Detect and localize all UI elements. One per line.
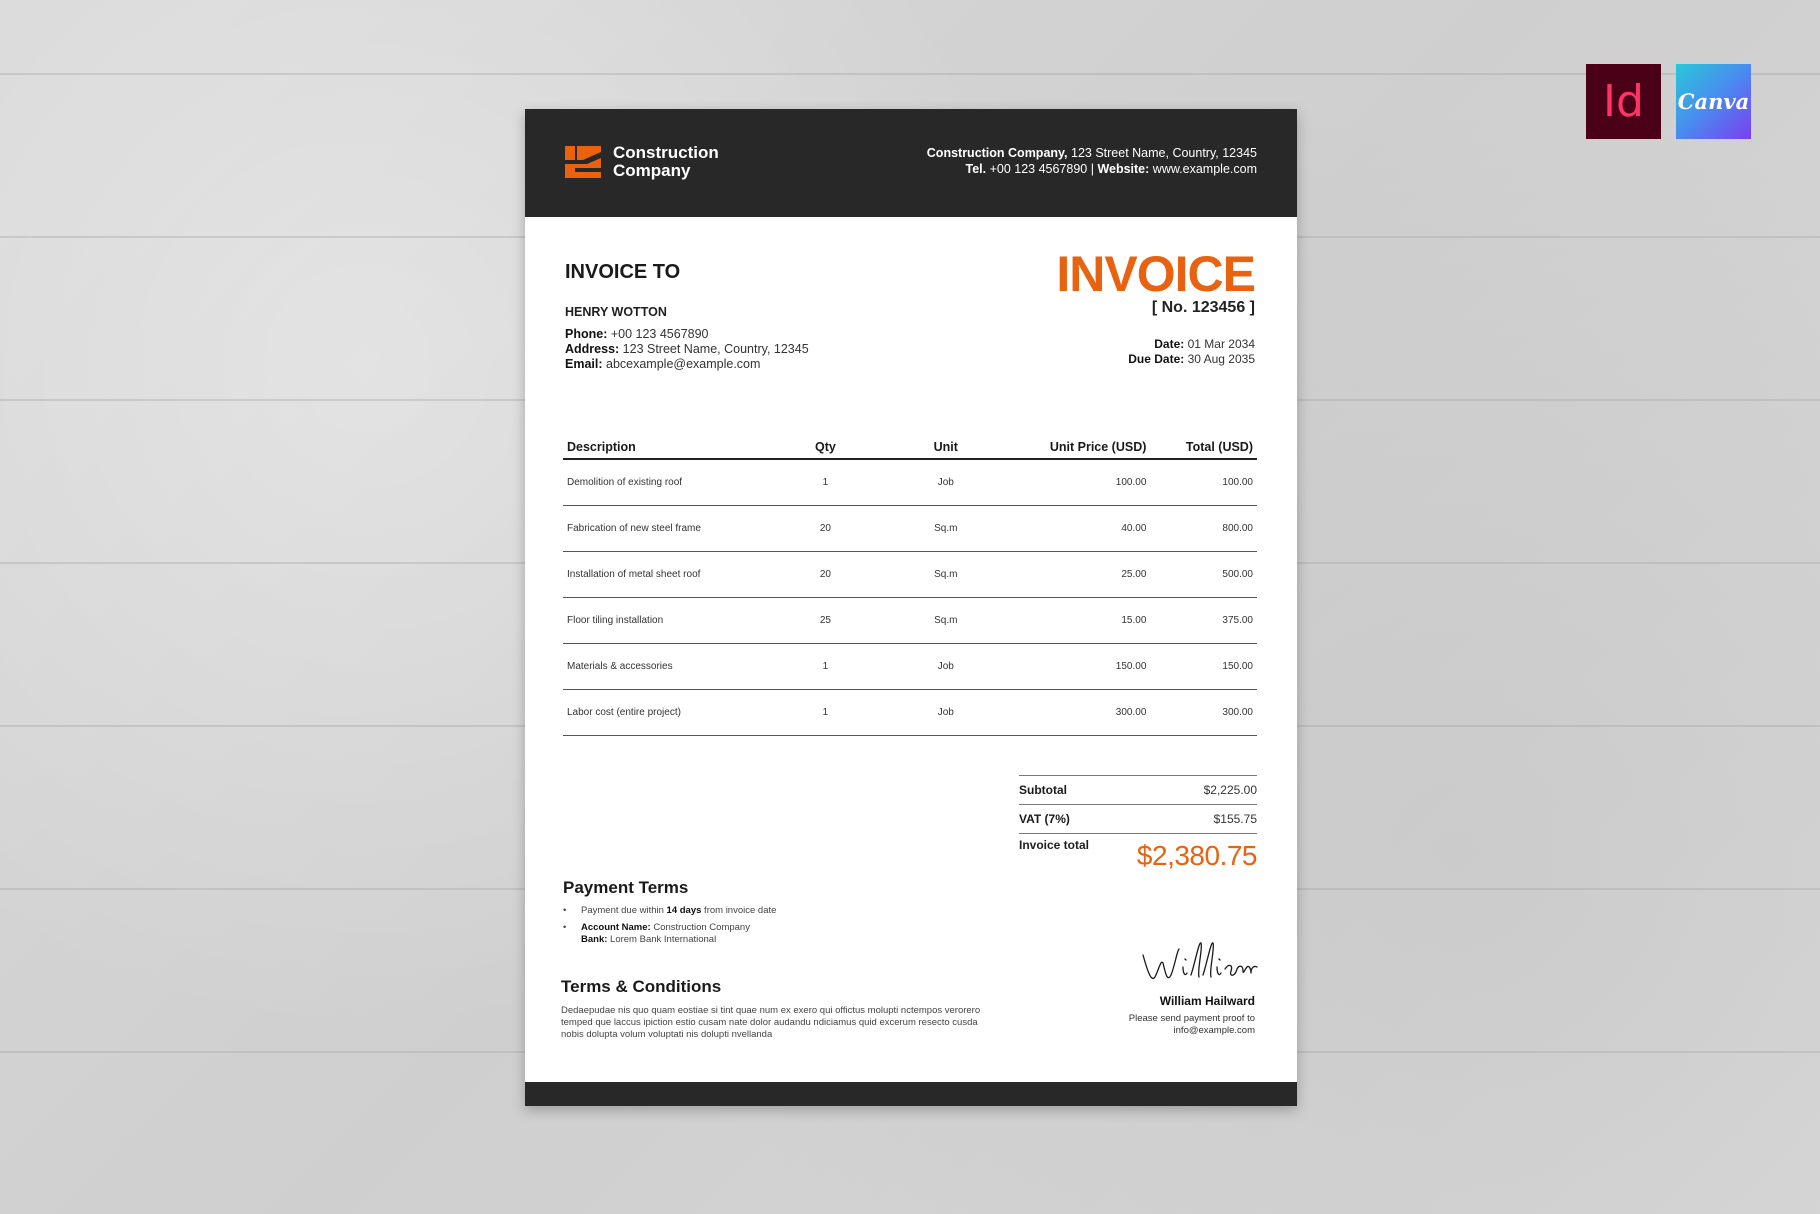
- cell-description: Demolition of existing roof: [563, 459, 788, 506]
- table-row: [563, 459, 1257, 506]
- cell-qty: 1: [788, 644, 862, 690]
- cell-unit: Job: [863, 690, 1030, 736]
- totals-block: [1019, 775, 1257, 878]
- due-date-label: Due Date:: [1128, 352, 1185, 366]
- subtotal-row: [1019, 775, 1257, 804]
- date-label: Date:: [1154, 337, 1185, 351]
- client-name: HENRY WOTTON: [565, 305, 667, 319]
- cell-unit-price: 100.00: [1029, 459, 1150, 506]
- cell-unit: Job: [863, 459, 1030, 506]
- list-item: [563, 905, 963, 917]
- table-row: [563, 552, 1257, 598]
- header-total: Total (USD): [1150, 430, 1257, 459]
- invoice-to-title: INVOICE TO: [565, 261, 681, 283]
- table-header-row: [563, 430, 1257, 459]
- account-name-label: Account Name:: [581, 922, 651, 933]
- client-phone: +00 123 4567890: [607, 327, 709, 341]
- invoice-date: 01 Mar 2034: [1184, 337, 1255, 351]
- cell-total: 800.00: [1150, 506, 1257, 552]
- cell-unit-price: 25.00: [1029, 552, 1150, 598]
- cell-description: Installation of metal sheet roof: [563, 552, 788, 598]
- cell-unit-price: 300.00: [1029, 690, 1150, 736]
- invoice-title: INVOICE: [1056, 246, 1255, 302]
- list-item: [563, 922, 963, 946]
- vat-label: VAT (7%): [1019, 812, 1070, 826]
- bank-name: Lorem Bank International: [607, 934, 717, 945]
- due-date: 30 Aug 2035: [1184, 352, 1255, 366]
- website-label: Website:: [1097, 162, 1150, 176]
- cell-total: 100.00: [1150, 459, 1257, 506]
- invoice-number: [ No. 123456 ]: [1151, 299, 1255, 316]
- cell-total: 300.00: [1150, 690, 1257, 736]
- cell-qty: 20: [788, 552, 862, 598]
- header-qty: Qty: [788, 430, 862, 459]
- indesign-badge-icon: [1586, 64, 1661, 139]
- cell-qty: 20: [788, 506, 862, 552]
- cell-unit-price: 40.00: [1029, 506, 1150, 552]
- header-unit-price: Unit Price (USD): [1029, 430, 1150, 459]
- cell-unit: Sq.m: [863, 552, 1030, 598]
- subtotal-value: $2,225.00: [1203, 783, 1257, 797]
- bank-label: Bank:: [581, 934, 608, 945]
- logo-line-1: Construction: [613, 143, 719, 162]
- cell-total: 375.00: [1150, 598, 1257, 644]
- payment-due-prefix: Payment due within: [581, 905, 667, 916]
- cell-qty: 1: [788, 459, 862, 506]
- payment-due-days: 14 days: [666, 905, 702, 916]
- table-row: [563, 598, 1257, 644]
- header-unit: Unit: [863, 430, 1030, 459]
- tel-label: Tel.: [965, 162, 987, 176]
- cell-unit-price: 15.00: [1029, 598, 1150, 644]
- subtotal-label: Subtotal: [1019, 783, 1067, 797]
- cell-total: 150.00: [1150, 644, 1257, 690]
- payment-terms-title: Payment Terms: [563, 878, 689, 897]
- company-name: Construction Company,: [926, 146, 1068, 160]
- cell-unit: Sq.m: [863, 506, 1030, 552]
- footer-bar: [525, 1082, 1297, 1106]
- vat-value: $155.75: [1213, 812, 1257, 826]
- indesign-badge-label: Id: [1603, 76, 1644, 127]
- invoice-dates: [1128, 337, 1255, 367]
- payment-due-suffix: from invoice date: [701, 905, 777, 916]
- account-name: Construction Company: [650, 922, 750, 933]
- client-email: abcexample@example.com: [602, 357, 761, 371]
- terms-title: Terms & Conditions: [561, 977, 722, 996]
- payment-terms-list: [563, 905, 963, 951]
- canva-badge-label: Canva: [1677, 89, 1750, 114]
- website-value: www.example.com: [1149, 162, 1257, 176]
- invoice-total-value: $2,380.75: [1136, 840, 1257, 871]
- invoice-total-row: [1019, 833, 1257, 878]
- table-row: [563, 690, 1257, 736]
- cell-total: 500.00: [1150, 552, 1257, 598]
- header-bar: [525, 109, 1297, 217]
- cell-description: Labor cost (entire project): [563, 690, 788, 736]
- invoice-total-label: Invoice total: [1019, 838, 1090, 852]
- cell-unit-price: 150.00: [1029, 644, 1150, 690]
- signature-image: [1139, 933, 1259, 993]
- signer-name: William Hailward: [1159, 994, 1255, 1008]
- items-table: [563, 430, 1257, 736]
- invoice-sheet: [525, 109, 1297, 1106]
- client-phone-label: Phone:: [565, 327, 608, 341]
- canva-badge-icon: [1676, 64, 1751, 139]
- cell-qty: 25: [788, 598, 862, 644]
- client-address-label: Address:: [565, 342, 620, 356]
- terms-text: Dedaepudae nis quo quam eostiae si tint quae num ex exero qui offictus molupti nctempos verorero temped que laccus ipiction estio cusam nate dolor audandu ndiciamus quid excerum resecto cusda nobis dolupta volum voluptati nis dolupti nvellanda: [561, 1005, 981, 1040]
- client-info: [565, 327, 809, 372]
- cell-unit: Sq.m: [863, 598, 1030, 644]
- vat-row: [1019, 804, 1257, 833]
- tel-value: +00 123 4567890 |: [986, 162, 1098, 176]
- cell-qty: 1: [788, 690, 862, 736]
- company-logo-text: [613, 144, 719, 180]
- cell-description: Floor tiling installation: [563, 598, 788, 644]
- signer-note: Please send payment proof to info@example.com: [1128, 1013, 1255, 1036]
- cell-description: Materials & accessories: [563, 644, 788, 690]
- cell-description: Fabrication of new steel frame: [563, 506, 788, 552]
- company-address: 123 Street Name, Country, 12345: [1067, 146, 1257, 160]
- company-contact: [927, 145, 1257, 177]
- client-address: 123 Street Name, Country, 12345: [619, 342, 809, 356]
- company-logo-icon: [565, 146, 601, 178]
- table-row: [563, 506, 1257, 552]
- header-description: Description: [563, 430, 788, 459]
- logo-line-2: Company: [613, 161, 691, 180]
- cell-unit: Job: [863, 644, 1030, 690]
- client-email-label: Email:: [565, 357, 603, 371]
- table-row: [563, 644, 1257, 690]
